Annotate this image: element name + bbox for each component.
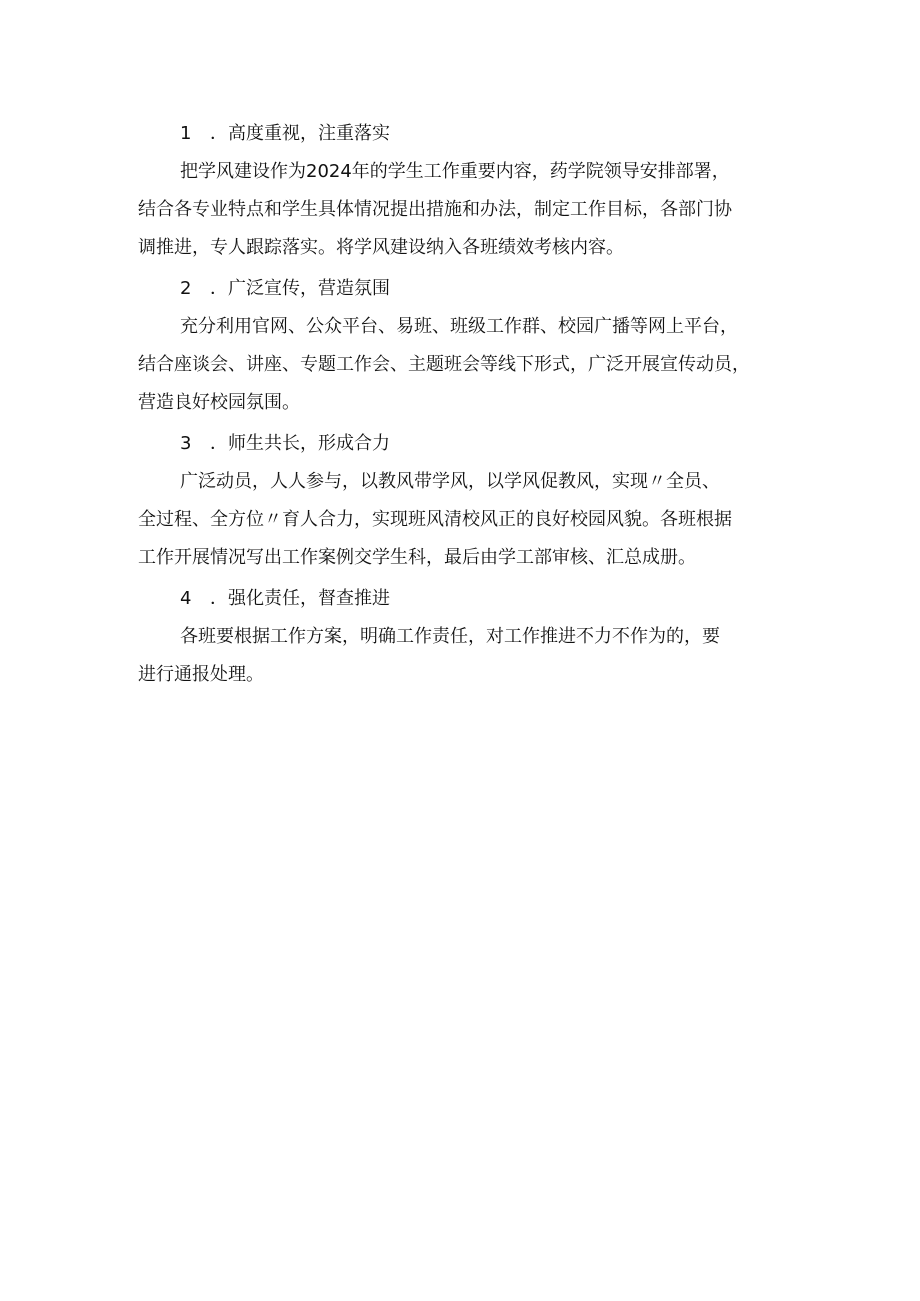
section-title: ．广泛宣传，营造氛围 <box>210 278 390 299</box>
paragraph-line: 各班要根据工作方案，明确工作责任，对工作推进不力不作为的，要 <box>180 626 720 647</box>
paragraph-line: 结合座谈会、讲座、专题工作会、主题班会等线下形式，广泛开展宣传动员， <box>138 354 750 375</box>
section-paragraph-2 <box>138 308 798 422</box>
section-title: ．高度重视，注重落实 <box>210 123 390 144</box>
section-number: 4 <box>180 588 192 609</box>
section-paragraph-3 <box>138 463 798 577</box>
section-number: 2 <box>180 278 192 299</box>
section-paragraph-1 <box>138 153 798 267</box>
section-heading-1 <box>138 115 798 153</box>
section-paragraph-4 <box>138 618 798 694</box>
section-heading-2 <box>138 270 798 308</box>
section-title: ．师生共长，形成合力 <box>210 433 390 454</box>
paragraph-line: 调推进，专人跟踪落实。将学风建设纳入各班绩效考核内容。 <box>138 237 624 258</box>
paragraph-line: 结合各专业特点和学生具体情况提出措施和办法，制定工作目标，各部门协 <box>138 199 732 220</box>
document-body <box>138 115 798 694</box>
paragraph-line: 全过程、全方位〃育人合力，实现班风清校风正的良好校园风貌。各班根据 <box>138 509 732 530</box>
section-heading-3 <box>138 425 798 463</box>
paragraph-line: 工作开展情况写出工作案例交学生科，最后由学工部审核、汇总成册。 <box>138 547 696 568</box>
section-heading-4 <box>138 580 798 618</box>
section-title: ．强化责任，督查推进 <box>210 588 390 609</box>
paragraph-line: 把学风建设作为2024年的学生工作重要内容，药学院领导安排部署， <box>180 161 730 182</box>
section-number: 3 <box>180 433 192 454</box>
paragraph-line: 营造良好校园氛围。 <box>138 392 300 413</box>
paragraph-line: 进行通报处理。 <box>138 664 264 685</box>
paragraph-line: 广泛动员，人人参与，以教风带学风，以学风促教风，实现〃全员、 <box>180 471 720 492</box>
paragraph-line: 充分利用官网、公众平台、易班、班级工作群、校园广播等网上平台， <box>180 316 738 337</box>
section-number: 1 <box>180 123 192 144</box>
